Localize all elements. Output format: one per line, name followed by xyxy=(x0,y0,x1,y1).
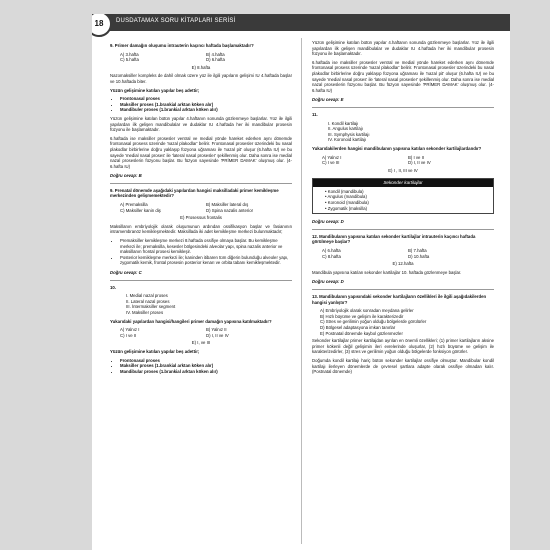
explanation-paragraph: Doğumda kondil kartilajı hariç bütün sekonder kartilajlar ossifiye olmuştur. Mandibular kondil kartilajı ilerleyen dönemlerde de çevresel şartlara adapte olarak ossifiye olmadan kalır. (Postnatal dönemde) xyxy=(312,357,494,375)
roman-item: II. Lateral nazal proses xyxy=(126,298,170,304)
question-12-options xyxy=(322,248,494,259)
option-c[interactable]: C) I ve III xyxy=(322,160,340,166)
option-a[interactable]: A) Premaksilla xyxy=(120,202,148,208)
list-item: • Frontonasal proses xyxy=(120,358,292,364)
option-c[interactable]: C) Maksiller kanin diş xyxy=(120,207,161,213)
roman-item: I. Kondil kartilajı xyxy=(328,120,359,126)
separator xyxy=(312,289,494,290)
roman-list xyxy=(126,293,292,315)
correct-answer: Doğru cevap: D xyxy=(312,219,344,225)
option-b[interactable]: B) Maksiller lateral dış xyxy=(206,202,249,208)
list-item-text: Angulus (mandibula) xyxy=(327,194,367,200)
option-e[interactable]: E) I , II, III ve IV xyxy=(388,167,418,173)
list-item: • Zygomatik (maksilla) xyxy=(325,205,368,211)
option-b[interactable]: B) I ve II xyxy=(408,154,424,160)
roman-item: IV. Koronoid kartilajı xyxy=(328,137,367,143)
option-e[interactable]: E) I, ve III xyxy=(191,340,211,346)
explanation-paragraph: Nazomaksiller kompleks de dahil olmak üzere yüz ile ilgili yapıların gelişimi IU 4.haftada başlar ve 10.haftada biter. xyxy=(110,73,292,84)
roman-list xyxy=(328,121,494,143)
list-item: • Maksiller proses (1.brankial arktan köken alır) xyxy=(120,363,292,369)
explanation-paragraph: 6.haftada ise maksiller prosesler ventral ve medial yönde hareket ederken aynı dönemde frontonasal prosess üzerinde 'nazal plakodlar' belirir. Frontonasal prosesler üzerindeki bu nasal plakodlar birbirlerine doğru yaklaşıp füzyona uğraması ile 'nazal pit' oluşur (6.hafta IU) ve bu sayede 'medial nasal proses' ile 'lateral nasal prosesler' şekillenmiş olur. Daha sonra ise medial nazal proseslerin füzyonu başlar. Bu füzyon sayesinde 'PRİMER DAMAK' oluşmuş olur. (4-6.hafta IU) xyxy=(312,59,494,93)
roman-item: IV. Maksiller proses xyxy=(126,309,164,315)
list-item: • Angulus (mandibula) xyxy=(325,194,367,200)
correct-answer: Doğru cevap: C xyxy=(110,270,142,275)
structure-list xyxy=(120,358,292,375)
roman-item: II. Angulus kartilajı xyxy=(328,126,363,132)
page-header xyxy=(92,14,510,31)
explanation-paragraph: Yüzün gelişimine katılan bütün yapılar 4.haftanın sonunda gözlenmeye başlarlar. Yüz ile ilgili yapılardan ilk gelişen mandibulalar ve dudaklar IU 4.haftada her iki mandibular prosesin füzyonu ile başlamaktadır. xyxy=(110,115,292,133)
option-d[interactable]: D) Bölgesel adaptasyona imkan tanırlar xyxy=(320,324,396,330)
list-item: • Mandibular proses (1.brankial arktan köken alır) xyxy=(120,369,292,375)
option-e[interactable]: E) 8.hafta xyxy=(191,64,211,70)
option-c[interactable]: C) Stres ve gerilimin yoğun olduğu bölgelerde görülürler xyxy=(320,319,427,325)
info-box-title: Sekonder kartilajlar xyxy=(313,179,493,187)
list-item-text: Zygomatik (maksilla) xyxy=(327,205,368,211)
option-a[interactable]: A) 6.hafta xyxy=(322,248,341,254)
option-b[interactable]: B) 7.hafta xyxy=(408,248,427,254)
left-column xyxy=(110,40,292,377)
option-d[interactable]: D) Spina nazalis anterior xyxy=(206,207,254,213)
separator xyxy=(110,280,292,281)
explanation-heading: Yüzün gelişimine katılan yapılar beş adettir; xyxy=(110,87,200,93)
option-e[interactable]: E) Postnatal dönemde kaybol gözlenmezler xyxy=(320,330,403,336)
option-a[interactable]: A) Yalnız I xyxy=(120,327,140,333)
info-box-body xyxy=(313,187,493,213)
roman-item: III. İntermaksiller segment xyxy=(126,304,176,310)
question-8-options xyxy=(120,52,292,63)
list-item: • Kondil (mandibula) xyxy=(325,188,364,194)
option-e[interactable]: E) Prosessus frontalis xyxy=(180,215,222,221)
option-c[interactable]: C) I ve II xyxy=(120,332,137,338)
question-8-text: 9. Primer damağın oluşumu intrauterin kaçıncı haftada başlamaktadır? xyxy=(110,43,254,48)
separator xyxy=(312,107,494,108)
list-item: • Maksiller proses (1.brankial arktan köken alır) xyxy=(120,102,292,108)
roman-item: I. Medial nazal proses xyxy=(126,293,168,299)
list-item-text: Koronoid (mandibula) xyxy=(327,200,369,206)
page-number: 18 xyxy=(92,14,112,37)
ossification-list xyxy=(120,238,292,266)
question-10-stem: Yukarıdaki yapılardan hangisi/hangileri primer damağın yapısına katılmaktadır? xyxy=(110,318,272,324)
roman-item: III. Symphysis kartilajı xyxy=(328,131,370,137)
option-b[interactable]: B) Hızlı büyüme ve gelişim ile karakterizedir xyxy=(320,313,404,319)
option-c[interactable]: C) 8.hafta xyxy=(322,253,341,259)
option-d[interactable]: D) 6.hafta xyxy=(206,57,225,63)
list-item: • Premaksiller kemikleşme merkezi 8.haftada ossifiye olmaya başlar. Bu kemikleşme merkezi ile; premaksilla, kesesler bölgesindeki alveolar yapı, spina nazalis anterior ve maksillanın frontal prosesi kemikleşir. xyxy=(120,238,292,255)
explanation-paragraph: Yüzün gelişimine katılan bütün yapılar 4.haftanın sonunda gözlenmeye başlarlar. Yüz ile ilgili yapılardan ilk gelişen mandibulalar ve dudaklar IU 4.haftada her iki mandibular prosesin füzyonu ile başlamaktadır. xyxy=(312,40,494,57)
option-a[interactable]: A) 3.hafta xyxy=(120,51,139,57)
question-13-text: 13. Mandibulanın yapısındaki sekonder kartilajların özellikleri ile ilgili aşağıdakilerden hangisi yanlıştır? xyxy=(312,294,487,305)
separator xyxy=(110,183,292,184)
list-item: • Frontonasal proses xyxy=(120,96,292,102)
option-a[interactable]: A) Embriyolojik olarak sonradan meydana gelirler xyxy=(320,308,414,314)
question-9-text: 9. Prenatal dönemde aşağıdaki yapılardan hangisi maksilladaki primer kemikleşme merkezinden gelişmemektedir? xyxy=(110,187,279,199)
right-column xyxy=(312,40,494,378)
option-c[interactable]: C) 5.hafta xyxy=(120,57,139,63)
list-item: • Koronoid (mandibula) xyxy=(325,200,369,206)
question-11-number: 11. xyxy=(312,111,318,117)
question-12-text: 12. Mandibulanın yapısına katılan sekonder kartilajlar intrauterin kaçıncı haftada görülmeye başlar? xyxy=(312,233,476,245)
question-10-number: 10. xyxy=(110,284,116,290)
option-b[interactable]: B) 4.hafta xyxy=(206,51,225,57)
column-divider xyxy=(301,38,302,544)
list-item: • Mandibuler proses (1.brankial arktan köken alır) xyxy=(120,107,292,113)
correct-answer: Doğru cevap: E xyxy=(312,97,344,103)
option-b[interactable]: B) Yalnız II xyxy=(206,327,227,333)
option-e[interactable]: E) 12.hafta xyxy=(392,261,414,267)
list-item: • Posterior kemikleşme merkezi ile; kaninden itibaren tüm diğerin bulunduğu alveoler yapı, zygomatik kemik, frontal prosesin posterior kenarı ve orbita tabanı kemikleşmektedir. xyxy=(120,255,292,266)
question-13-options xyxy=(320,308,494,336)
explanation-heading: Yüzün gelişimine katılan yapılar beş adettir; xyxy=(110,348,200,354)
option-d[interactable]: D) I, II ve IV xyxy=(408,160,431,166)
option-d[interactable]: D) I, II ve IV xyxy=(206,332,229,338)
list-item-text: Kondil (mandibula) xyxy=(327,188,364,194)
question-11-options xyxy=(322,155,494,166)
document-page xyxy=(92,14,510,550)
question-9-options xyxy=(120,202,292,213)
explanation-paragraph: Maksillanın embriyolojik olarak oluşumunun ardından ossifikasyon başlar ve fasianının intramembranöz kemikleşmektedir. Maksillada iki adet kemikleşme merkezi bulunmaktadır; xyxy=(110,223,292,235)
explanation-paragraph: Mandibula yapısına katılan sekonder kartilajlar 10. haftada gözlenmeye başlar. xyxy=(312,269,462,275)
separator xyxy=(312,229,494,230)
correct-answer: Doğru cevap: B xyxy=(110,173,142,179)
series-title: DUSDATAMAX SORU KİTAPLARI SERİSİ xyxy=(116,18,236,24)
explanation-paragraph: 6.haftada ise maksiller prosesler ventral ve medial yönde hareket ederken aynı dönemde frontonasal prosess üzerinde 'nazal plakodlar' belirir. Frontonasal prosesler üzerindeki bu nasal plakodlar birbirlerine doğru yaklaşıp füzyona uğraması ile 'nazal pit' oluşur (6.hafta IU) ve bu sayede 'medial nasal proses' ile 'lateral nasal prosesler' şekillenmiş olur. Daha sonra ise medial nazal proseslerin füzyonu başlar. Bu füzyon sayesinde 'PRİMER DAMAK' oluşmuş olur. (4-6.hafta IU) xyxy=(110,135,292,169)
option-a[interactable]: A) Yalnız I xyxy=(322,154,342,160)
question-10-options xyxy=(120,327,292,338)
explanation-paragraph: Sekonder kartilajlar primer kartilajdan ayrılan en önemli özellikleri; (1) primer kartilajların aksine primer kökenli değil gelişimin ileri evrelerinde oluşurlar, (2) hızlı büyüme ve gelişim ile karakterizedirler, (3) stres ve gerilimin yoğun olduğu bölgelerde fonksiyon görürler. xyxy=(312,338,494,355)
info-box xyxy=(312,178,494,214)
question-11-stem: Yukarıdakilerden hangisi mandibulanın yapısına katılan sekonder kartilajlardandır? xyxy=(312,145,482,151)
structure-list xyxy=(120,96,292,113)
correct-answer: Doğru cevap: D xyxy=(312,279,344,285)
option-d[interactable]: D) 10.hafta xyxy=(408,253,430,259)
